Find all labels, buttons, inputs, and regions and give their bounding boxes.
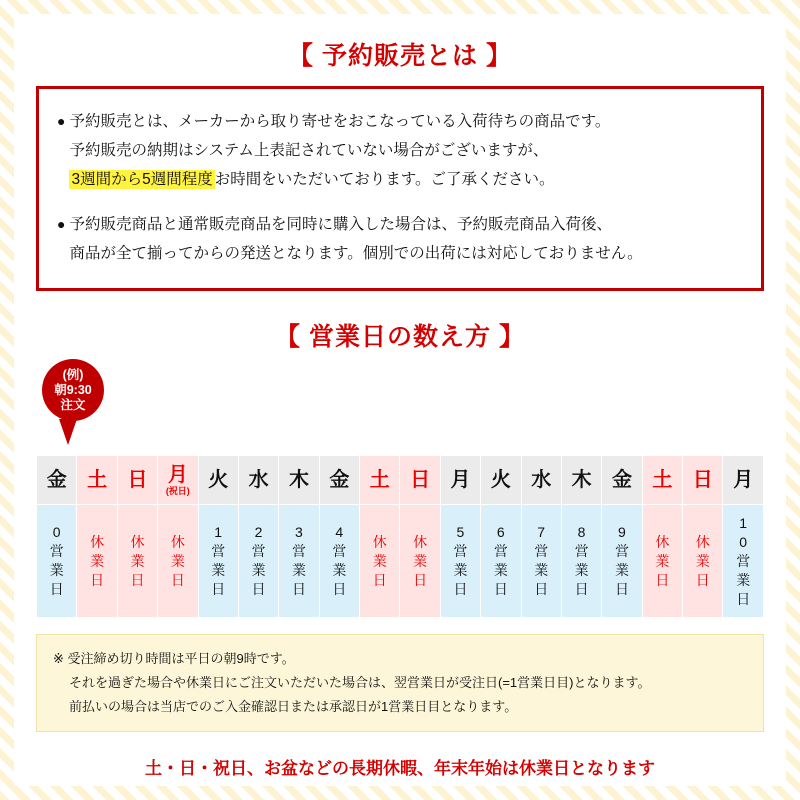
calendar-day-cell (521, 456, 561, 505)
calendar-table (36, 455, 764, 618)
calendar-day-cell (238, 456, 278, 505)
example-bubble-line1: (例) (62, 367, 84, 382)
calendar-count-char: 休 (90, 533, 105, 550)
calendar-count-char: 日 (493, 581, 508, 597)
calendar-count-char: 業 (453, 562, 468, 578)
calendar-count-char: 業 (372, 552, 387, 569)
section-title-reservation: 【 予約販売とは 】 (288, 42, 512, 70)
calendar-day-cell (117, 456, 157, 505)
calendar-day-cell (360, 456, 400, 505)
calendar-count-char: 休 (372, 533, 387, 550)
calendar-day-holiday-label: (祝日) (165, 485, 190, 496)
calendar-count-char: 営 (574, 543, 589, 559)
calendar-day-label: 月 (167, 463, 188, 486)
calendar-count-text (643, 533, 682, 590)
calendar-count-char: 業 (49, 562, 64, 578)
calendar-count-char: 業 (332, 562, 347, 578)
calendar-count-text (239, 523, 278, 599)
bullet-text-group (69, 210, 745, 268)
note-box (36, 634, 764, 732)
calendar-count-char: 業 (534, 562, 549, 578)
calendar-count-text (723, 514, 763, 609)
calendar-count-char: 日 (90, 571, 105, 588)
calendar-count-cell (723, 505, 764, 618)
calendar-day-cell (481, 456, 521, 505)
calendar-count-text (320, 523, 359, 599)
bullet-line: 予約販売とは、メーカーから取り寄せをおこなっている入荷待ちの商品です。 (69, 113, 611, 130)
calendar-count-char: 日 (372, 571, 387, 588)
calendar-count-text (37, 523, 76, 599)
calendar-count-cell (602, 505, 642, 618)
bullet-line-highlighted (69, 165, 745, 194)
calendar-count-char: 日 (655, 571, 670, 588)
calendar-day-label: 金 (611, 469, 632, 491)
highlight-rest-text: お時間をいただいております。ご了承ください。 (214, 171, 555, 188)
example-bubble-pointer-icon (59, 419, 77, 445)
calendar-day-label: 日 (127, 469, 148, 491)
calendar-count-cell (481, 505, 521, 618)
calendar-day-cell (400, 456, 440, 505)
calendar-day-label: 金 (329, 469, 350, 491)
calendar-count-char: 営 (493, 543, 508, 559)
calendar-count-char: 業 (251, 562, 266, 578)
calendar-count-cell (400, 505, 440, 618)
calendar-count-char: 日 (251, 581, 266, 597)
calendar-day-label: 日 (692, 469, 713, 491)
calendar-count-text (199, 523, 238, 599)
calendar-count-char: 休 (413, 533, 428, 550)
calendar-count-char: 業 (211, 562, 226, 578)
calendar-count-char: 業 (736, 571, 751, 588)
bullet-line: 予約販売の納期はシステム上表記されていない場合がございますが、 (69, 142, 549, 159)
calendar-count-char: 業 (130, 552, 145, 569)
bullet-marker-icon: ● (57, 113, 66, 129)
calendar-count-char: 2 (254, 524, 263, 540)
calendar-count-cell (158, 505, 198, 618)
calendar-count-cell (440, 505, 480, 618)
calendar-count-char: 日 (49, 581, 64, 597)
calendar-day-cell (561, 456, 601, 505)
calendar-count-char: 業 (413, 552, 428, 569)
calendar-count-char: 営 (291, 543, 306, 559)
calendar-count-text (683, 533, 722, 590)
calendar-count-char: 休 (655, 533, 670, 550)
calendar-count-char: 業 (493, 562, 508, 578)
calendar-count-char: 8 (577, 524, 586, 540)
calendar-count-char: 休 (695, 533, 710, 550)
calendar-count-text (360, 533, 399, 590)
calendar-count-char: 業 (90, 552, 105, 569)
bullet-line: 商品が全て揃ってからの発送となります。個別での出荷には対応しておりません。 (69, 245, 643, 262)
calendar-day-cell (198, 456, 238, 505)
calendar-count-char: 0 (739, 533, 748, 550)
calendar-count-text (481, 523, 520, 599)
calendar-count-char: 営 (251, 543, 266, 559)
calendar-count-char: 業 (291, 562, 306, 578)
calendar-count-char: 営 (614, 543, 629, 559)
calendar-count-text (522, 523, 561, 599)
calendar-count-cell (561, 505, 601, 618)
calendar-count-char: 休 (130, 533, 145, 550)
calendar-count-text (562, 523, 601, 599)
calendar-count-text (602, 523, 641, 599)
highlight-text: 3週間から5週間程度 (71, 171, 213, 188)
calendar-day-cell (77, 456, 117, 505)
calendar-day-cell (642, 456, 682, 505)
note-line: ※ 受注締め切り時間は平日の朝9時です。 (53, 651, 295, 666)
bullet-item (57, 210, 745, 268)
business-day-calendar (36, 455, 764, 618)
reservation-info-box (36, 86, 764, 291)
calendar-day-label: 火 (208, 469, 229, 491)
page-content (14, 14, 786, 786)
calendar-count-char: 9 (618, 524, 626, 540)
calendar-day-cell (723, 456, 764, 505)
calendar-count-char: 1 (739, 514, 748, 531)
calendar-count-char: 3 (295, 524, 303, 540)
calendar-count-char: 日 (332, 581, 347, 597)
calendar-day-label: 金 (46, 469, 67, 491)
calendar-count-char: 日 (534, 581, 549, 597)
calendar-day-cell (158, 456, 198, 505)
calendar-day-cell (683, 456, 723, 505)
bullet-marker-icon: ● (57, 216, 66, 232)
calendar-count-char: 日 (170, 571, 185, 588)
calendar-count-char: 休 (170, 533, 185, 550)
example-bubble-line2: 朝9:30 (54, 382, 92, 397)
calendar-count-text (441, 523, 480, 599)
note-line: 前払いの場合は当店でのご入金確認日または承認日が1営業日目となります。 (69, 699, 518, 714)
calendar-day-label: 土 (369, 469, 390, 491)
calendar-count-char: 業 (655, 552, 670, 569)
bullet-line: 予約販売商品と通常販売商品を同時に購入した場合は、予約販売商品入荷後、 (69, 216, 612, 233)
calendar-count-cell (319, 505, 359, 618)
calendar-count-char: 5 (456, 524, 465, 540)
calendar-count-text (158, 533, 197, 590)
calendar-count-cell (37, 505, 77, 618)
calendar-count-char: 営 (49, 543, 64, 559)
calendar-day-label: 土 (652, 469, 673, 491)
calendar-count-char: 日 (574, 581, 589, 597)
calendar-count-char: 日 (453, 581, 468, 597)
calendar-count-cell (198, 505, 238, 618)
calendar-count-char: 0 (52, 524, 61, 540)
calendar-day-label: 月 (733, 469, 754, 491)
calendar-count-char: 日 (413, 571, 428, 588)
calendar-day-label: 火 (490, 469, 511, 491)
calendar-day-row (37, 456, 764, 505)
calendar-count-char: 営 (332, 543, 347, 559)
calendar-count-cell (77, 505, 117, 618)
bullet-text-group (69, 107, 745, 194)
calendar-count-char: 営 (534, 543, 549, 559)
calendar-day-cell (440, 456, 480, 505)
calendar-day-label: 木 (571, 469, 592, 491)
section-title-business-days: 【 営業日の数え方 】 (275, 323, 525, 351)
calendar-count-cell (360, 505, 400, 618)
note-line: それを過ぎた場合や休業日にご注文いただいた場合は、翌営業日が受注日(=1営業日目)となります。 (69, 675, 651, 690)
calendar-count-char: 1 (214, 524, 223, 540)
calendar-count-char: 6 (496, 524, 505, 540)
calendar-count-char: 日 (291, 581, 306, 597)
calendar-count-char: 業 (614, 562, 629, 578)
calendar-day-cell (602, 456, 642, 505)
calendar-count-char: 業 (695, 552, 710, 569)
calendar-day-cell (279, 456, 319, 505)
calendar-count-text (279, 523, 318, 599)
calendar-count-char: 営 (453, 543, 468, 559)
calendar-count-char: 7 (537, 524, 546, 540)
calendar-count-cell (117, 505, 157, 618)
calendar-day-label: 水 (248, 469, 269, 491)
calendar-count-char: 日 (614, 581, 629, 597)
example-callout (14, 359, 786, 455)
calendar-count-char: 日 (211, 581, 226, 597)
calendar-count-char: 日 (695, 571, 710, 588)
calendar-day-label: 土 (87, 469, 108, 491)
calendar-day-label: 水 (531, 469, 552, 491)
example-bubble (42, 359, 104, 421)
calendar-count-char: 日 (736, 590, 751, 607)
closing-days-footer: 土・日・祝日、お盆などの長期休暇、年末年始は休業日となります (145, 759, 655, 778)
calendar-count-cell (683, 505, 723, 618)
calendar-day-cell (37, 456, 77, 505)
calendar-day-label: 木 (288, 469, 309, 491)
calendar-count-cell (642, 505, 682, 618)
calendar-count-char: 日 (130, 571, 145, 588)
example-bubble-line3: 注文 (60, 397, 86, 412)
calendar-count-cell (238, 505, 278, 618)
calendar-count-char: 営 (736, 552, 751, 569)
calendar-count-char: 4 (335, 524, 344, 540)
calendar-count-char: 営 (211, 543, 226, 559)
calendar-count-char: 業 (574, 562, 589, 578)
calendar-day-label: 日 (410, 469, 431, 491)
calendar-count-char: 業 (170, 552, 185, 569)
calendar-count-cell (279, 505, 319, 618)
calendar-count-text (77, 533, 116, 590)
calendar-count-text (400, 533, 439, 590)
calendar-count-text (118, 533, 157, 590)
calendar-count-row (37, 505, 764, 618)
bullet-item (57, 107, 745, 194)
calendar-day-cell (319, 456, 359, 505)
calendar-count-cell (521, 505, 561, 618)
calendar-day-label: 月 (450, 469, 471, 491)
